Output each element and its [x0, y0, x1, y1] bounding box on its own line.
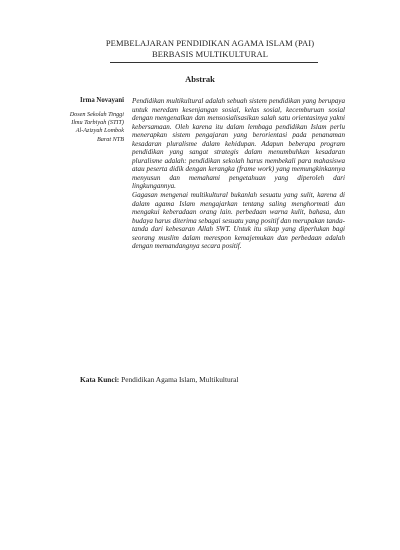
keywords-label: Kata Kunci: [80, 375, 120, 384]
abstract-body [132, 97, 345, 251]
author-affiliation: Dosen Sekolah Tinggi Ilmu Tarbiyah (STIT) Al-Azizyah Lombok Barat NTB [69, 111, 124, 143]
title-line-2: BERBASIS MULTIKULTURAL [151, 48, 269, 59]
keywords-line [80, 375, 360, 384]
author-name: Irma Novayani [80, 97, 124, 104]
abstract-paragraph: Gagasan mengenai multikultural bukanlah sesuatu yang sulit, karena di dalam agama Islam mengajarkan tentang saling menghormati dan mengakui keberadaan orang lain. perbedaan warna kulit, bahasa, dan budaya harus diterima sebagai sesuatu yang positif dan merupakan tanda-tanda dari kebesaran Allah SWT. Untuk itu sikap yang diperlukan bagi seorang muslim dalam merespon kemajemukan dan perbedaan adalah dengan memandangnya secara positif. [132, 191, 345, 251]
abstract-heading: Abstrak [185, 74, 215, 84]
author-block [52, 96, 124, 144]
title-line-1: PEMBELAJARAN PENDIDIKAN AGAMA ISLAM (PAI) [105, 38, 315, 48]
keywords-text: Pendidikan Agama Islam, Multikultural [121, 375, 239, 384]
abstract-paragraph: Pendidikan multikultural adalah sebuah sistem pendidikan yang berupaya untuk meredam kesenjangan sosial, kelas sosial, kecemburuan sosial dengan mengenalkan dan mensosialisasikan salah satu orientasinya yakni kebersamaan. Oleh karena itu dalam lembaga pendidikan Islam perlu menerapkan sistem pengajaran yang berorientasi pada penanaman kesadaran pluralisme dalam kehidupan. Adapun beberapa program pendidikan yang sangat strategis dalam menumbuhkan kesadaran pluralisme adalah: pendidikan sekolah harus membekali para mahasiswa atau peserta didik dengan kerangka (frame work) yang memungkinkannya menyusun dan memahami pengetahuan yang diperoleh dari lingkungannya. [132, 97, 345, 191]
paper-title [60, 38, 360, 59]
title-divider [110, 62, 318, 63]
